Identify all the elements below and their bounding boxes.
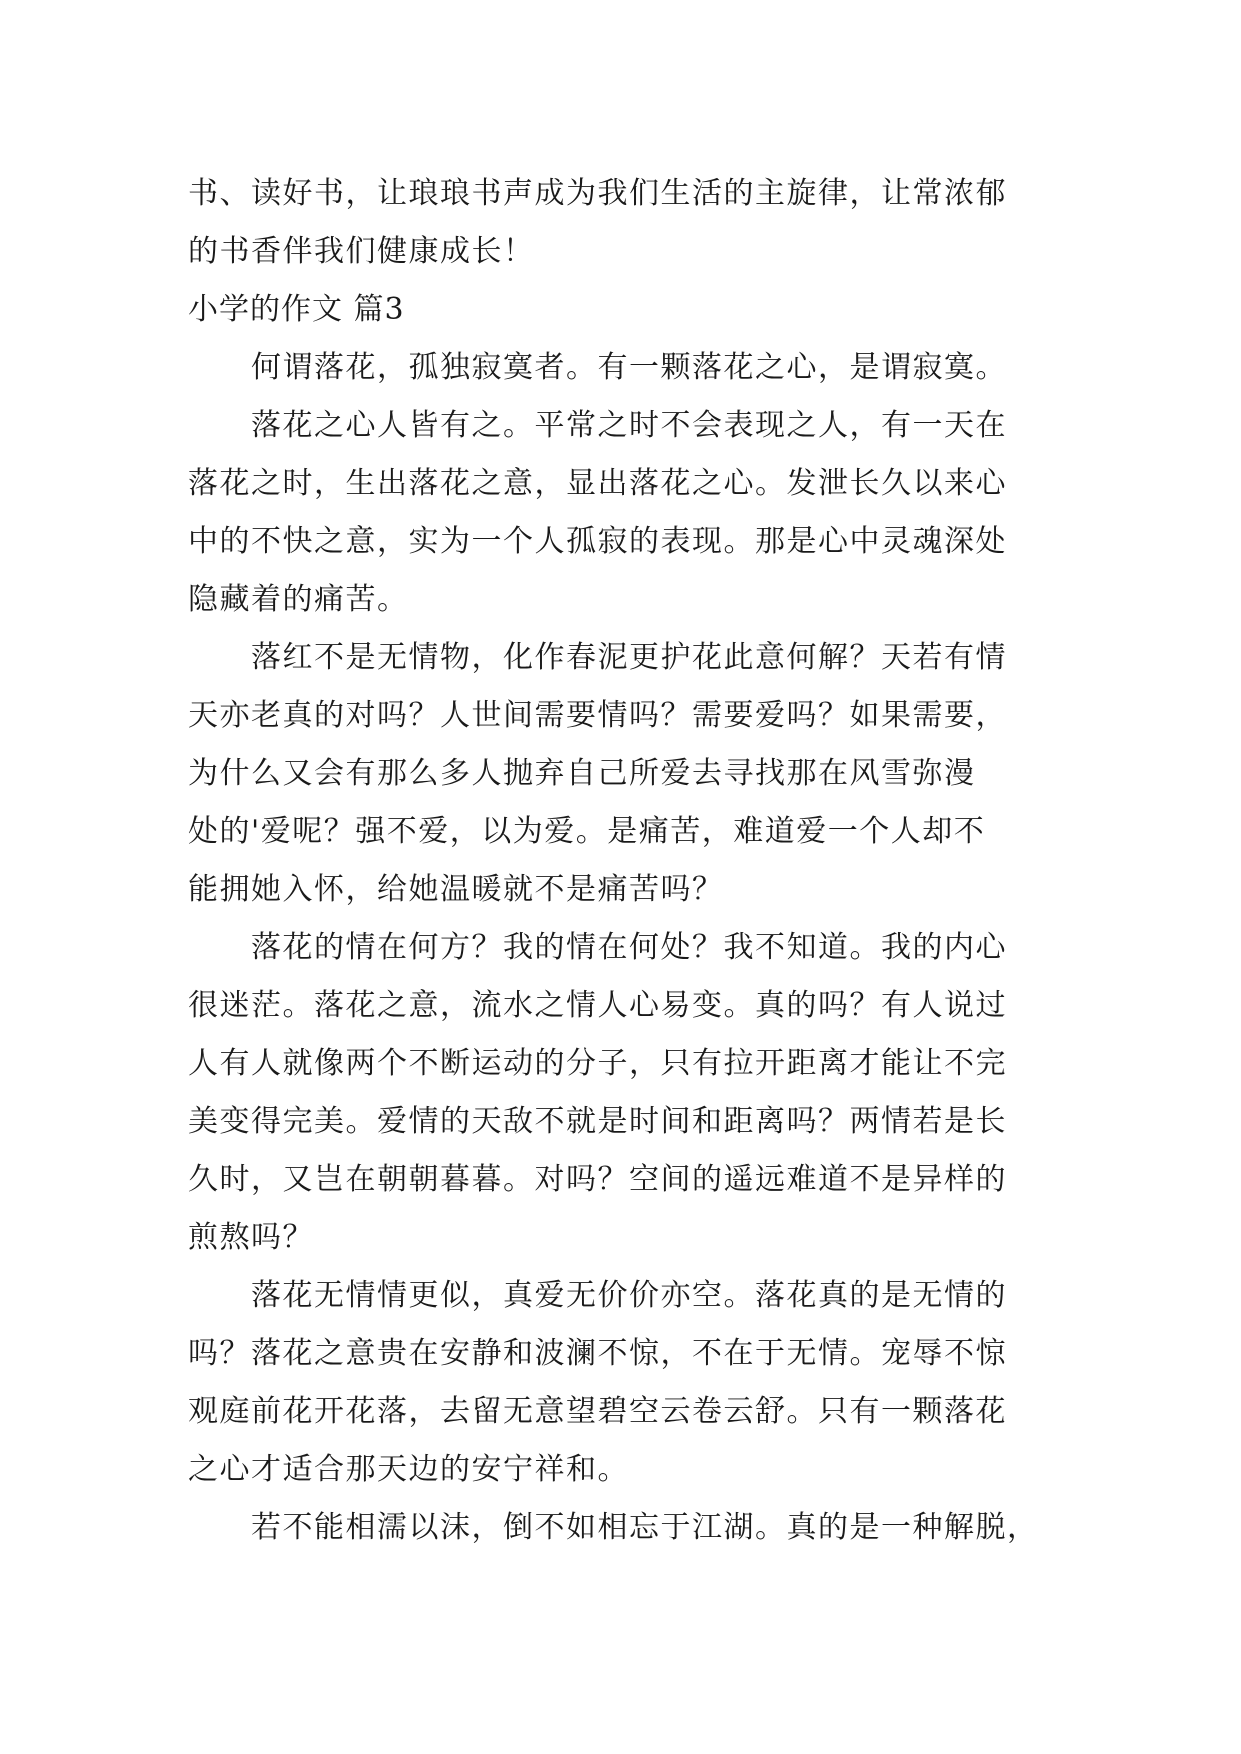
paragraph-4 — [188, 919, 1068, 1267]
text-line: 落花之心人皆有之。平常之时不会表现之人，有一天在 — [251, 408, 1007, 443]
paragraph-6 — [188, 1499, 1068, 1557]
text-line: 久时，又岂在朝朝暮暮。对吗？空间的遥远难道不是异样的 — [188, 1162, 1007, 1197]
text-line: 若不能相濡以沫，倒不如相忘于江湖。真的是一种解脱， — [251, 1510, 1039, 1545]
text-line: 能拥她入怀，给她温暖就不是痛苦吗？ — [188, 872, 724, 907]
text-line: 人有人就像两个不断运动的分子，只有拉开距离才能让不完 — [188, 1046, 1007, 1081]
paragraph-2 — [188, 397, 1068, 629]
paragraph-1 — [188, 339, 1068, 397]
text-line: 隐藏着的痛苦。 — [188, 582, 409, 617]
text-line: 很迷茫。落花之意，流水之情人心易变。真的吗？有人说过 — [188, 988, 1007, 1023]
paragraph-5 — [188, 1267, 1068, 1499]
document-body — [188, 165, 1068, 1557]
text-line: 落花无情情更似，真爱无价价亦空。落花真的是无情的 — [251, 1278, 1007, 1313]
text-line: 何谓落花，孤独寂寞者。有一颗落花之心，是谓寂寞。 — [251, 350, 1007, 385]
text-line: 天亦老真的对吗？人世间需要情吗？需要爱吗？如果需要， — [188, 698, 1007, 733]
paragraph-3 — [188, 629, 1068, 919]
text-line: 中的不快之意，实为一个人孤寂的表现。那是心中灵魂深处 — [188, 524, 1007, 559]
text-line: 书、读好书，让琅琅书声成为我们生活的主旋律，让常浓郁 — [188, 176, 1007, 211]
text-line: 落红不是无情物，化作春泥更护花此意何解？天若有情 — [251, 640, 1007, 675]
text-line: 美变得完美。爱情的天敌不就是时间和距离吗？两情若是长 — [188, 1104, 1007, 1139]
text-line: 吗？落花之意贵在安静和波澜不惊，不在于无情。宠辱不惊 — [188, 1336, 1007, 1371]
continuation-text — [188, 165, 1068, 281]
text-line: 为什么又会有那么多人抛弃自己所爱去寻找那在风雪弥漫 — [188, 756, 976, 791]
text-line: 煎熬吗？ — [188, 1220, 314, 1255]
text-line: 处的'爱呢？强不爱，以为爱。是痛苦，难道爱一个人却不 — [188, 814, 986, 849]
text-line: 观庭前花开花落，去留无意望碧空云卷云舒。只有一颗落花 — [188, 1394, 1007, 1429]
text-line: 之心才适合那天边的安宁祥和。 — [188, 1452, 629, 1487]
text-line: 落花之时，生出落花之意，显出落花之心。发泄长久以来心 — [188, 466, 1007, 501]
section-heading: 小学的作文 篇3 — [188, 292, 405, 327]
text-line: 落花的情在何方？我的情在何处？我不知道。我的内心 — [251, 930, 1007, 965]
text-line: 的书香伴我们健康成长！ — [188, 234, 535, 269]
